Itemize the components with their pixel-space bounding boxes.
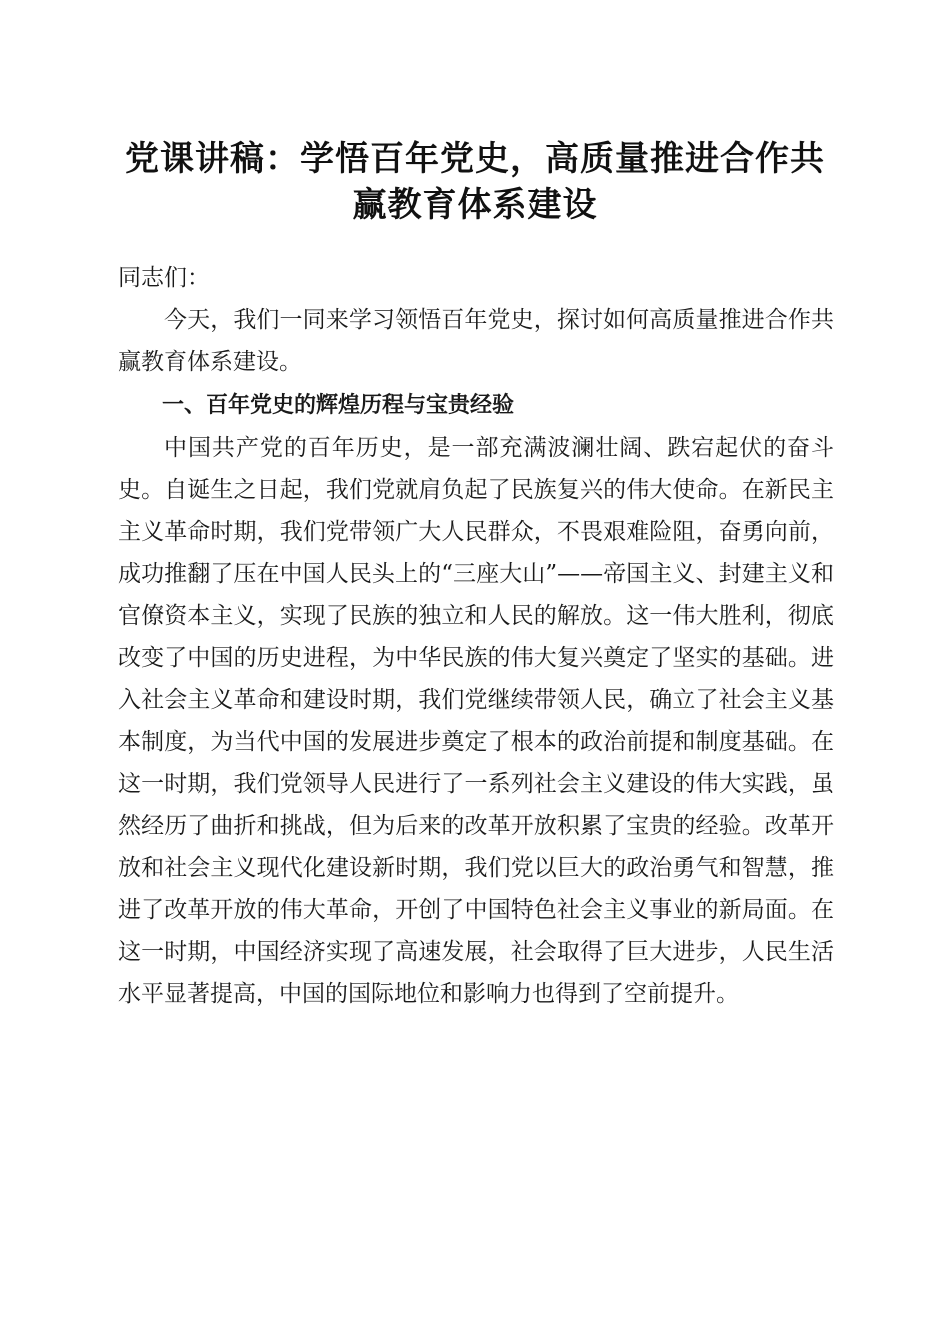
section-1-paragraph: 中国共产党的百年历史，是一部充满波澜壮阔、跌宕起伏的奋斗史。自诞生之日起，我们党就肩负起了民族复兴的伟大使命。在新民主主义革命时期，我们党带领广大人民群众，不畏艰难险阻，奋勇向前，成功推翻了压在中国人民头上的“三座大山”——帝国主义、封建主义和官僚资本主义，实现了民族的独立和人民的解放。这一伟大胜利，彻底改变了中国的历史进程，为中华民族的伟大复兴奠定了坚实的基础。进入社会主义革命和建设时期，我们党继续带领人民，确立了社会主义基本制度，为当代中国的发展进步奠定了根本的政治前提和制度基础。在这一时期，我们党领导人民进行了一系列社会主义建设的伟大实践，虽然经历了曲折和挑战，但为后来的改革开放积累了宝贵的经验。改革开放和社会主义现代化建设新时期，我们党以巨大的政治勇气和智慧，推进了改革开放的伟大革命，开创了中国特色社会主义事业的新局面。在这一时期，中国经济实现了高速发展，社会取得了巨大进步，人民生活水平显著提高，中国的国际地位和影响力也得到了空前提升。 [118,435,834,1007]
title-line-2: 赢教育体系建设 [352,185,598,225]
section-heading-1: 一、百年党史的辉煌历程与宝贵经验 [162,393,515,418]
intro-paragraph: 今天，我们一同来学习领悟百年党史，探讨如何高质量推进合作共赢教育体系建设。 [118,307,834,375]
document-title [100,136,850,228]
document-body [118,257,834,1015]
title-line-1: 党课讲稿：学悟百年党史，高质量推进合作共 [125,139,825,179]
salutation: 同志们： [118,265,210,291]
